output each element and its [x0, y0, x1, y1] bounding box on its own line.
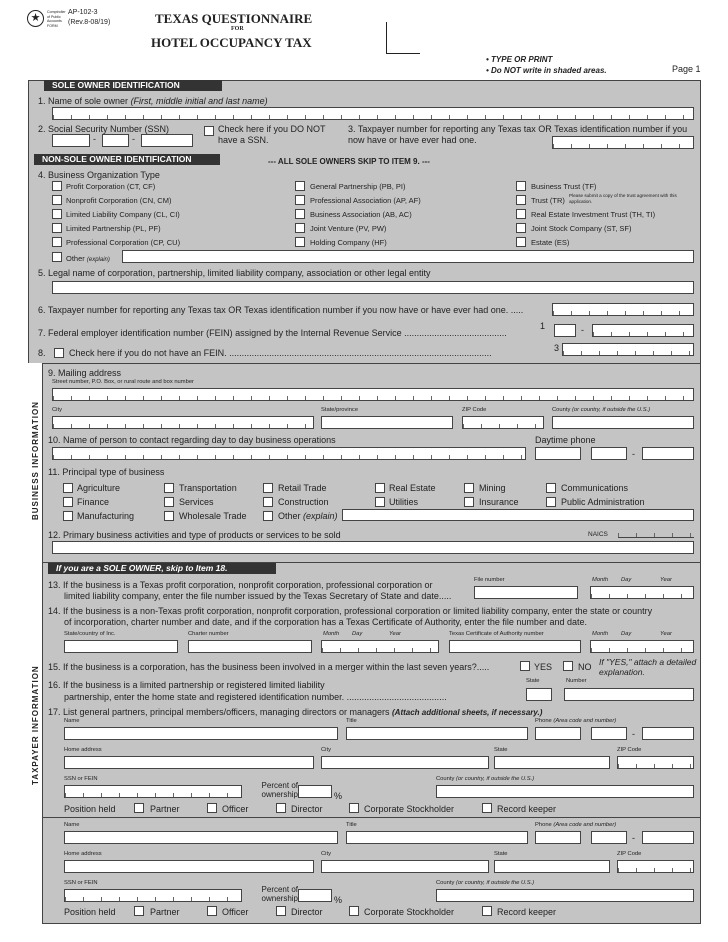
type-manufacturing-label: Manufacturing [77, 511, 135, 521]
q2-label: 2. Social Security Number (SSN) [38, 124, 170, 134]
p2-county-field[interactable] [436, 889, 694, 902]
type-utilities-checkbox[interactable] [375, 497, 385, 507]
type-public-admin-checkbox[interactable] [546, 497, 556, 507]
org-reit-label: Real Estate Investment Trust (TH, TI) [531, 210, 656, 219]
type-other-explain-line[interactable] [342, 509, 694, 521]
p1-city-label: City [321, 747, 331, 753]
org-professional-association-label: Professional Association (AP, AF) [310, 196, 421, 205]
q1-label: 1. Name of sole owner (First, middle initial and last name) [38, 96, 268, 106]
p1-state-field[interactable] [494, 756, 610, 769]
p1-home-field[interactable] [64, 756, 314, 769]
p1-name-label: Name [64, 718, 80, 724]
type-transportation-checkbox[interactable] [164, 483, 174, 493]
type-wholesale-label: Wholesale Trade [179, 511, 247, 521]
type-insurance-checkbox[interactable] [464, 497, 474, 507]
type-other-label: Other (explain) [278, 511, 338, 521]
p1-officer-label: Officer [222, 804, 249, 814]
p2-ssn-label: SSN or FEIN [64, 880, 98, 886]
business-info-label: BUSINESS INFORMATION [31, 401, 40, 520]
p2-record-keeper-checkbox[interactable] [482, 906, 492, 916]
type-communications-checkbox[interactable] [546, 483, 556, 493]
p2-partner-label: Partner [150, 907, 180, 917]
type-finance-checkbox[interactable] [63, 497, 73, 507]
p1-phone-line[interactable] [642, 727, 694, 740]
org-profit-corp-checkbox[interactable] [52, 181, 62, 191]
type-agriculture-checkbox[interactable] [63, 483, 73, 493]
q14-tx-cert-field[interactable] [449, 640, 581, 653]
p2-home-label: Home address [64, 851, 102, 857]
p2-state-label: State [494, 851, 508, 857]
org-holding-company-label: Holding Company (HF) [310, 238, 387, 247]
p2-county-label: County (or country, if outside the U.S.) [436, 880, 535, 886]
q16-number-field[interactable] [564, 688, 694, 701]
org-estate-checkbox[interactable] [516, 237, 526, 247]
type-real-estate-label: Real Estate [389, 483, 436, 493]
q8-number-field[interactable] [562, 343, 694, 356]
org-profit-corp-label: Profit Corporation (CT, CF) [66, 182, 156, 191]
note-type-or-print: • TYPE OR PRINT [486, 55, 553, 64]
q14-charter-field[interactable] [188, 640, 312, 653]
p1-phone-label: Phone (Area code and number) [535, 718, 617, 724]
org-professional-corp-checkbox[interactable] [52, 237, 62, 247]
q13-date-field[interactable] [590, 586, 694, 599]
legal-name-field[interactable] [52, 281, 694, 294]
q14-month-label: Month [323, 631, 340, 637]
org-llc-checkbox[interactable] [52, 209, 62, 219]
org-business-trust-checkbox[interactable] [516, 181, 526, 191]
q14-cert-year-label: Year [660, 631, 672, 637]
org-other-explain-field[interactable] [122, 250, 694, 263]
mailing-street-field[interactable] [52, 388, 694, 401]
org-limited-partnership-label: Limited Partnership (PL, PF) [66, 224, 161, 233]
q16-state-field[interactable] [526, 688, 552, 701]
p2-state-field[interactable] [494, 860, 610, 873]
type-insurance-label: Insurance [479, 497, 519, 507]
title-line-1: TEXAS QUESTIONNAIRE [155, 11, 313, 26]
person-divider [43, 817, 701, 818]
contact-phone-area[interactable] [535, 447, 581, 460]
org-joint-stock-checkbox[interactable] [516, 223, 526, 233]
ssn-part-1[interactable] [52, 134, 90, 147]
p1-ssn-label: SSN or FEIN [64, 776, 98, 782]
q16-number-label: Number [566, 678, 587, 684]
org-trust-checkbox[interactable] [516, 195, 526, 205]
sole-owner-name-field[interactable] [52, 107, 694, 120]
org-nonprofit-corp-label: Nonprofit Corporation (CN, CM) [66, 196, 172, 205]
type-wholesale-checkbox[interactable] [164, 511, 174, 521]
state-label: State/province [321, 407, 359, 413]
type-retail-label: Retail Trade [278, 483, 327, 493]
org-trust-label: Trust (TR) [531, 196, 565, 205]
q13-file-number-field[interactable] [474, 586, 578, 599]
p2-officer-checkbox[interactable] [207, 906, 217, 916]
org-professional-corp-label: Professional Corporation (CP, CU) [66, 238, 181, 247]
p1-director-checkbox[interactable] [276, 803, 286, 813]
type-services-label: Services [179, 497, 214, 507]
daytime-phone-label: Daytime phone [535, 435, 596, 445]
type-communications-label: Communications [561, 483, 629, 493]
org-estate-label: Estate (ES) [531, 238, 570, 247]
type-finance-label: Finance [77, 497, 110, 507]
p1-position-label: Position held [64, 804, 116, 814]
q13-line-1: 13. If the business is a Texas profit corporation, nonprofit corporation, professional corporation or [48, 580, 433, 590]
type-transportation-label: Transportation [179, 483, 237, 493]
skip-to-item-9: --- ALL SOLE OWNERS SKIP TO ITEM 9. --- [268, 157, 430, 166]
q12-label: 12. Primary business activities and type of products or services to be sold [48, 530, 341, 540]
sole-owner-skip-banner: If you are a SOLE OWNER, skip to Item 18. [48, 563, 276, 574]
p2-phone-label: Phone (Area code and number) [535, 822, 617, 828]
p1-name-field[interactable] [64, 727, 338, 740]
type-real-estate-checkbox[interactable] [375, 483, 385, 493]
comptroller-seal: ★ [27, 10, 44, 27]
q14-tx-cert-label: Texas Certificate of Authority number [449, 631, 544, 637]
fein-dash: - [581, 325, 584, 335]
org-other-label: Other (explain) [66, 254, 110, 263]
naics-label: NAICS [588, 531, 608, 538]
sole-taxpayer-number[interactable] [552, 136, 694, 149]
org-general-partnership-checkbox[interactable] [295, 181, 305, 191]
merger-explanation-note: If "YES," attach a detailed explanation. [599, 657, 697, 677]
p1-percent-label: Percent of ownership [261, 781, 298, 799]
mailing-city-field[interactable] [52, 416, 314, 429]
p1-phone-area[interactable] [535, 727, 581, 740]
sole-owner-header: SOLE OWNER IDENTIFICATION [44, 80, 222, 91]
form-rev: (Rev.8-08/19) [68, 19, 111, 26]
org-professional-association-checkbox[interactable] [295, 195, 305, 205]
p1-record-keeper-label: Record keeper [497, 804, 557, 814]
q14-day-label: Day [352, 631, 363, 637]
merger-no-checkbox[interactable] [563, 661, 573, 671]
no-ssn-label: Check here if you DO NOT have a SSN. [218, 124, 326, 145]
p2-phone-area[interactable] [535, 831, 581, 844]
org-holding-company-checkbox[interactable] [295, 237, 305, 247]
p1-officer-checkbox[interactable] [207, 803, 217, 813]
contact-name-field[interactable] [52, 447, 526, 460]
p2-director-label: Director [291, 907, 323, 917]
q16-line-2: partnership, enter the home state and registered identification number. ........................................ [64, 692, 447, 702]
p2-position-label: Position held [64, 907, 116, 917]
p2-city-label: City [321, 851, 331, 857]
title-for: FOR [231, 26, 244, 32]
mailing-county-field[interactable] [552, 416, 694, 429]
type-construction-label: Construction [278, 497, 329, 507]
p1-county-label: County (or country, if outside the U.S.) [436, 776, 535, 782]
p2-zip-field[interactable] [617, 860, 694, 873]
type-manufacturing-checkbox[interactable] [63, 511, 73, 521]
org-llc-label: Limited Liability Company (CL, CI) [66, 210, 180, 219]
q8-number: 8. [38, 348, 46, 358]
p1-stockholder-checkbox[interactable] [349, 803, 359, 813]
q8-prefix: 3 [554, 343, 560, 353]
q6-label: 6. Taxpayer number for reporting any Texas tax OR Texas identification number if you now have or have ever had one. ..... [38, 305, 524, 315]
p2-partner-checkbox[interactable] [134, 906, 144, 916]
org-general-partnership-label: General Partnership (PB, PI) [310, 182, 406, 191]
p2-ssn-field[interactable] [64, 889, 242, 902]
q14-cert-day-label: Day [621, 631, 632, 637]
q14-state-field[interactable] [64, 640, 178, 653]
q14-state-label: State/country of Inc. [64, 631, 116, 637]
p2-officer-label: Officer [222, 907, 249, 917]
contact-phone-prefix[interactable] [591, 447, 627, 460]
phone-dash: - [632, 449, 635, 459]
title-line-2: HOTEL OCCUPANCY TAX [151, 35, 312, 50]
p1-title-label: Title [346, 718, 357, 724]
q11-label: 11. Principal type of business [48, 467, 165, 477]
ssn-part-2[interactable] [102, 134, 129, 147]
p1-home-label: Home address [64, 747, 102, 753]
org-business-association-label: Business Association (AB, AC) [310, 210, 412, 219]
q13-year-label: Year [660, 577, 672, 583]
q16-line-1: 16. If the business is a limited partnership or registered limited liability [48, 680, 325, 690]
taxpayer-info-label: TAXPAYER INFORMATION [31, 665, 40, 785]
merger-no-label: NO [578, 662, 592, 672]
form-code: AP-102-3 [68, 9, 98, 16]
q14-charter-label: Charter number [188, 631, 229, 637]
org-business-trust-label: Business Trust (TF) [531, 182, 597, 191]
q7-label: 7. Federal employer identification number (FEIN) assigned by the Internal Revenue Service ......................................... [38, 328, 507, 338]
q16-state-label: State [526, 678, 540, 684]
p1-state-label: State [494, 747, 508, 753]
p2-name-label: Name [64, 822, 80, 828]
ssn-part-3[interactable] [141, 134, 193, 147]
p2-stockholder-label: Corporate Stockholder [364, 907, 455, 917]
q13-file-number-label: File number [474, 577, 505, 583]
p2-percent-field[interactable] [298, 889, 332, 902]
p2-director-checkbox[interactable] [276, 906, 286, 916]
p1-percent-field[interactable] [298, 785, 332, 798]
type-retail-checkbox[interactable] [263, 483, 273, 493]
note-shaded-areas: • Do NOT write in shaded areas. [486, 66, 607, 75]
org-joint-venture-checkbox[interactable] [295, 223, 305, 233]
q15-label: 15. If the business is a corporation, has the business been involved in a merger within the last seven years?..... [48, 662, 490, 672]
q4-label: 4. Business Organization Type [38, 170, 160, 180]
fein-part-1[interactable] [554, 324, 576, 337]
p1-percent-sign: % [334, 791, 343, 801]
type-agriculture-label: Agriculture [77, 483, 121, 493]
org-reit-checkbox[interactable] [516, 209, 526, 219]
q3-label: 3. Taxpayer number for reporting any Texas tax OR Texas identification number if you now have or have ever had one. [348, 124, 688, 145]
type-utilities-label: Utilities [389, 497, 419, 507]
naics-field[interactable] [618, 529, 694, 538]
q9-label: 9. Mailing address [48, 368, 122, 378]
fein-part-2[interactable] [592, 324, 694, 337]
p1-stockholder-label: Corporate Stockholder [364, 804, 455, 814]
p1-title-field[interactable] [346, 727, 528, 740]
q8-label: Check here if you do not have an FEIN. ......................................................................................................... [69, 348, 492, 358]
county-label: County (or country, if outside the U.S.) [552, 407, 651, 413]
q14-cert-date[interactable] [590, 640, 694, 653]
p1-zip-label: ZIP Code [617, 747, 642, 753]
p1-county-field[interactable] [436, 785, 694, 798]
seal-text: Comptroller of Public Accounts FORM [47, 10, 66, 28]
merger-yes-label: YES [534, 662, 553, 672]
q13-day-label: Day [621, 577, 632, 583]
p1-record-keeper-checkbox[interactable] [482, 803, 492, 813]
p1-phone-dash: - [632, 729, 635, 739]
no-ssn-checkbox[interactable] [204, 126, 214, 136]
zip-label: ZIP Code [462, 407, 487, 413]
p2-stockholder-checkbox[interactable] [349, 906, 359, 916]
p2-title-label: Title [346, 822, 357, 828]
p1-partner-checkbox[interactable] [134, 803, 144, 813]
p1-phone-prefix[interactable] [591, 727, 627, 740]
org-limited-partnership-checkbox[interactable] [52, 223, 62, 233]
primary-activities-field[interactable] [52, 541, 694, 554]
merger-yes-checkbox[interactable] [520, 661, 530, 671]
org-other-checkbox[interactable] [52, 252, 62, 262]
p2-name-field[interactable] [64, 831, 338, 844]
ssn-dash-1: - [93, 134, 96, 144]
p1-city-field[interactable] [321, 756, 489, 769]
q14-charter-date[interactable] [321, 640, 439, 653]
ssn-dash-2: - [132, 134, 135, 144]
p2-phone-dash: - [632, 833, 635, 843]
page-number: Page 1 [672, 64, 701, 74]
q5-label: 5. Legal name of corporation, partnership, limited liability company, association or other legal entity [38, 268, 431, 278]
p2-home-field[interactable] [64, 860, 314, 873]
mailing-zip-field[interactable] [462, 416, 544, 429]
corner-mark [386, 22, 420, 54]
p2-city-field[interactable] [321, 860, 489, 873]
p2-record-keeper-label: Record keeper [497, 907, 557, 917]
p2-phone-prefix[interactable] [591, 831, 627, 844]
type-construction-checkbox[interactable] [263, 497, 273, 507]
no-fein-checkbox[interactable] [54, 348, 64, 358]
q13-month-label: Month [592, 577, 609, 583]
p1-director-label: Director [291, 804, 323, 814]
city-label: City [52, 407, 62, 413]
org-joint-stock-label: Joint Stock Company (ST, SF) [531, 224, 632, 233]
type-public-admin-label: Public Administration [561, 497, 645, 507]
mailing-state-field[interactable] [321, 416, 453, 429]
p1-partner-label: Partner [150, 804, 180, 814]
q9-hint: Street number, P.O. Box, or rural route and box number [52, 379, 194, 385]
org-business-association-checkbox[interactable] [295, 209, 305, 219]
non-sole-owner-header: NON-SOLE OWNER IDENTIFICATION [34, 154, 220, 165]
q14-cert-month-label: Month [592, 631, 609, 637]
q10-label: 10. Name of person to contact regarding day to day business operations [48, 435, 336, 445]
q14-line-1: 14. If the business is a non-Texas profit corporation, nonprofit corporation, professional corporation or limited liability company, enter the state or country [48, 606, 653, 616]
org-joint-venture-label: Joint Venture (PV, PW) [310, 224, 387, 233]
p2-percent-label: Percent of ownership [261, 885, 298, 903]
q13-line-2: limited liability company, enter the file number issued by the Texas Secretary of State and date..... [64, 591, 452, 601]
p2-phone-line[interactable] [642, 831, 694, 844]
type-other-checkbox[interactable] [263, 511, 273, 521]
type-mining-checkbox[interactable] [464, 483, 474, 493]
q17-label: 17. List general partners, principal members/officers, managing directors or managers (Attach additional sheets, if necessary.) [48, 707, 543, 717]
trust-note: Please submit a copy of the trust agreement with this application. [569, 193, 677, 204]
p2-percent-sign: % [334, 895, 343, 905]
p2-title-field[interactable] [346, 831, 528, 844]
contact-phone-line[interactable] [642, 447, 694, 460]
type-services-checkbox[interactable] [164, 497, 174, 507]
q14-line-2: of incorporation, charter number and date, and if the corporation has a Texas Certificate of Authority, enter the file number and date. [64, 617, 587, 627]
nonsole-taxpayer-number[interactable] [552, 303, 694, 316]
q14-year-label: Year [389, 631, 401, 637]
p1-zip-field[interactable] [617, 756, 694, 769]
p1-ssn-field[interactable] [64, 785, 242, 798]
org-nonprofit-corp-checkbox[interactable] [52, 195, 62, 205]
p2-zip-label: ZIP Code [617, 851, 642, 857]
type-mining-label: Mining [479, 483, 506, 493]
fein-prefix: 1 [540, 321, 546, 331]
